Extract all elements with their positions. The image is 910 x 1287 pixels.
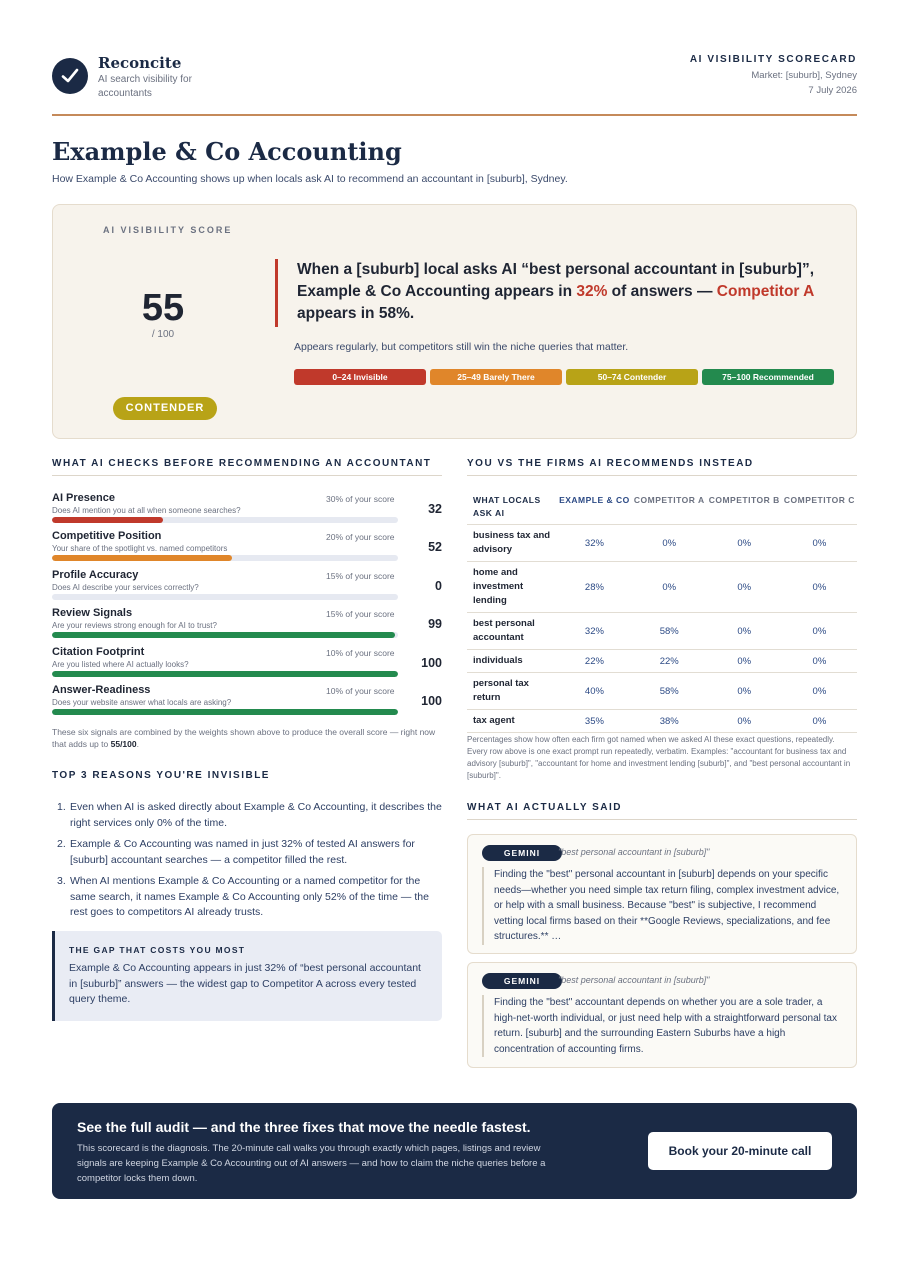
- gap-text: Example & Co Accounting appears in just 32% of “best personal accountant in [suburb]” answers — the widest gap to Competitor A across every tested query theme.: [69, 962, 421, 1005]
- signal-bar: [52, 555, 398, 561]
- signals-footnote: These six signals are combined by the weights shown above to produce the overall score — right now that adds up to 55/100.: [52, 727, 436, 749]
- cta-title: See the full audit — and the three fixes that move the needle fastest.: [77, 1119, 531, 1135]
- score-label: AI VISIBILITY SCORE: [103, 225, 233, 235]
- signal-row: Competitive Position 20% of your score Your share of the spotlight vs. named competitors 52: [52, 530, 442, 566]
- table-row: best personal accountant 32% 58% 0% 0%: [467, 613, 857, 650]
- report-title: AI VISIBILITY SCORECARD: [689, 54, 857, 65]
- brand-name: Reconcite: [98, 54, 182, 72]
- comparison-table: [467, 488, 857, 733]
- page-subtitle: How Example & Co Accounting shows up when locals ask AI to recommend an accountant in [suburb], Sydney.: [52, 173, 568, 185]
- list-item: 3. When AI mentions Example & Co Accounting or a named competitor for the same search, it names Example & Co Accounting only 52% of the time — the rest goes to competitors AI already trusts.: [57, 875, 429, 918]
- scale-segment-contender: 50–74 Contender: [566, 369, 698, 385]
- comparison-heading: YOU VS THE FIRMS AI RECOMMENDS INSTEAD: [467, 458, 857, 476]
- ai-said-heading: WHAT AI ACTUALLY SAID: [467, 802, 857, 820]
- book-call-button[interactable]: Book your 20-minute call: [648, 1132, 832, 1170]
- cta-banner: [52, 1103, 857, 1199]
- checkmark-logo-icon: [52, 58, 88, 94]
- status-badge: CONTENDER: [113, 397, 217, 420]
- brand-tagline: AI search visibility for accountants: [98, 74, 192, 99]
- report-market: Market: [suburb], Sydney: [751, 70, 857, 81]
- signal-bar: [52, 709, 398, 715]
- scale-segment-recommended: 75–100 Recommended: [702, 369, 834, 385]
- reasons-list: [52, 800, 442, 927]
- signals-heading: WHAT AI CHECKS BEFORE RECOMMENDING AN ACCOUNTANT: [52, 458, 442, 476]
- gap-title: THE GAP THAT COSTS YOU MOST: [69, 945, 246, 955]
- score-note: Appears regularly, but competitors still win the niche queries that matter.: [294, 341, 629, 353]
- quote-text: Finding the "best" accountant depends on whether you are a sole trader, a high-net-worth individual, or just need help with a straightforward personal tax return. [suburb] and the surrounding Eastern Suburbs have a high concentration of accounting firms.: [482, 995, 844, 1057]
- scale-segment-barely-there: 25–49 Barely There: [430, 369, 562, 385]
- engine-tag: GEMINI: [482, 973, 562, 989]
- reasons-heading: TOP 3 REASONS YOU'RE INVISIBLE: [52, 770, 270, 781]
- score-value: 55: [141, 287, 185, 329]
- score-headline: When a [suburb] local asks AI “best personal accountant in [suburb]”, Example & Co Accounting appears in 32% of answers — Competitor A appears in 58%.: [297, 261, 815, 322]
- score-out-of: / 100: [151, 329, 175, 340]
- table-row: business tax and advisory 32% 0% 0% 0%: [467, 525, 857, 562]
- signal-bar: [52, 632, 398, 638]
- ai-quote-card: [467, 834, 857, 954]
- signal-row: Answer-Readiness 10% of your score Does your website answer what locals are asking? 100: [52, 684, 442, 720]
- report-header: [52, 52, 857, 116]
- quote-prompt: "best personal accountant in [suburb]": [558, 847, 710, 857]
- comparison-footnote: Percentages show how often each firm got named when we asked AI these exact questions, repeatedly. Every row above is one exact prompt run repeatedly, verbatim. Examples: "accountant for business tax and advisory [suburb]", "accountant for home and investment lending [suburb]", and "best personal accountant in [suburb]".: [467, 735, 851, 780]
- signal-row: Review Signals 15% of your score Are your reviews strong enough for AI to trust? 99: [52, 607, 442, 643]
- list-item: 2. Example & Co Accounting was named in just 32% of tested AI answers for [suburb] accountant searches — a competitor filled the rest.: [57, 838, 415, 866]
- table-row: personal tax return 40% 58% 0% 0%: [467, 673, 857, 710]
- column-header: COMPETITOR C: [783, 495, 855, 505]
- quote-prompt: "best personal accountant in [suburb]": [558, 975, 710, 985]
- column-header: COMPETITOR A: [633, 495, 705, 505]
- signal-bar: [52, 671, 398, 677]
- report-meta: [690, 54, 857, 98]
- signal-bar: [52, 594, 398, 600]
- quote-text: Finding the "best" personal accountant in [suburb] depends on your specific needs—whether you need simple tax return filing, complex investment advice, or help with a small business. Because "best" is subjective, I recommend vetting local firms based on their **Google Reviews, specializations, and fee structures.** …: [482, 867, 844, 945]
- cta-text: This scorecard is the diagnosis. The 20-minute call walks you through exactly which pages, listings and review signals are keeping Example & Co Accounting out of AI answers — and how to claim the niche queries before a competitor locks them down.: [77, 1143, 546, 1184]
- page-title: Example & Co Accounting: [52, 137, 402, 166]
- engine-tag: GEMINI: [482, 845, 562, 861]
- signal-bar: [52, 517, 398, 523]
- ai-quote-card: [467, 962, 857, 1068]
- list-item: 1. Even when AI is asked directly about Example & Co Accounting, it describes the right services only 0% of the time.: [57, 801, 442, 829]
- column-header: EXAMPLE & CO: [559, 495, 630, 505]
- report-date: 7 July 2026: [808, 85, 857, 96]
- table-row: tax agent 35% 38% 0% 0%: [467, 710, 857, 733]
- signal-row: AI Presence 30% of your score Does AI mention you at all when someone searches? 32: [52, 492, 442, 528]
- score-card: [52, 204, 857, 439]
- table-row: home and investment lending 28% 0% 0% 0%: [467, 562, 857, 613]
- score-scale: [294, 369, 834, 385]
- gap-callout: [52, 931, 442, 1021]
- column-header: COMPETITOR B: [708, 495, 780, 505]
- quote-accent-bar: [275, 259, 278, 327]
- signal-row: Profile Accuracy 15% of your score Does AI describe your services correctly? 0: [52, 569, 442, 605]
- scale-segment-invisible: 0–24 Invisible: [294, 369, 426, 385]
- column-header: WHAT LOCALS ASK AI: [473, 495, 541, 518]
- signal-row: Citation Footprint 10% of your score Are you listed where AI actually looks? 100: [52, 646, 442, 682]
- table-row: individuals 22% 22% 0% 0%: [467, 650, 857, 673]
